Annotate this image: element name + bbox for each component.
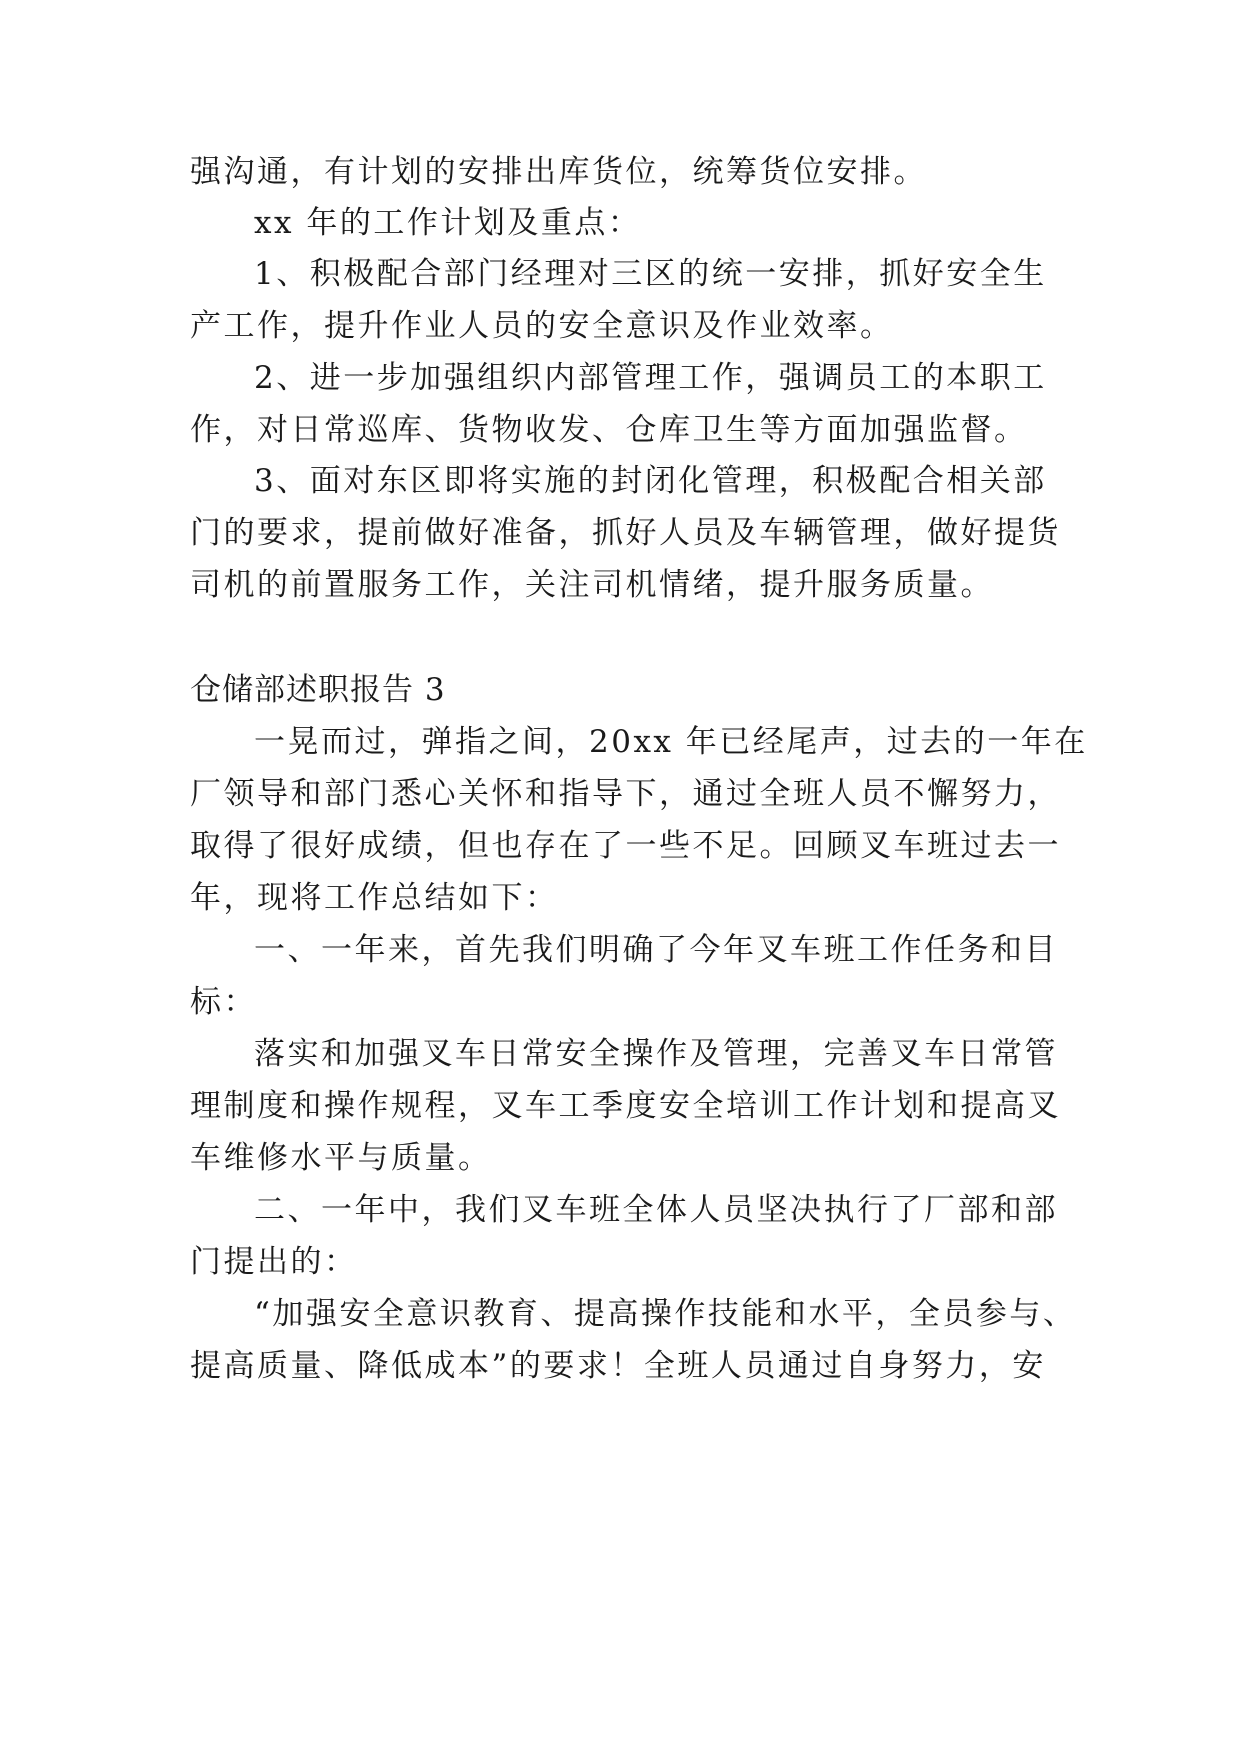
text-line: 门的要求，提前做好准备，抓好人员及车辆管理，做好提货 xyxy=(190,515,1061,551)
text-line: 1、积极配合部门经理对三区的统一安排，抓好安全生 xyxy=(254,256,1047,292)
text-line: 司机的前置服务工作，关注司机情绪，提升服务质量。 xyxy=(190,567,994,603)
text-line: 产工作，提升作业人员的安全意识及作业效率。 xyxy=(190,308,894,344)
text-line: 2、进一步加强组织内部管理工作，强调员工的本职工 xyxy=(254,360,1047,396)
text-line: 标： xyxy=(190,984,257,1020)
text-line: 二、一年中，我们叉车班全体人员坚决执行了厂部和部 xyxy=(254,1192,1058,1228)
text-line: 取得了很好成绩，但也存在了一些不足。回顾叉车班过去一 xyxy=(190,828,1061,864)
text-line: 车维修水平与质量。 xyxy=(190,1140,492,1176)
text-line: “加强安全意识教育、提高操作技能和水平，全员参与、 xyxy=(254,1296,1077,1332)
text-line: 落实和加强叉车日常安全操作及管理，完善叉车日常管 xyxy=(254,1036,1058,1072)
text-line: 一、一年来，首先我们明确了今年叉车班工作任务和目 xyxy=(254,932,1058,968)
text-line: 厂领导和部门悉心关怀和指导下，通过全班人员不懈努力， xyxy=(190,776,1061,812)
text-line: 门提出的： xyxy=(190,1244,358,1280)
text-line: 理制度和操作规程，叉车工季度安全培训工作计划和提高叉 xyxy=(190,1088,1061,1124)
text-line: 强沟通，有计划的安排出库货位，统筹货位安排。 xyxy=(190,154,927,190)
text-line: xx 年的工作计划及重点： xyxy=(254,205,642,241)
section-title: 仓储部述职报告 3 xyxy=(190,672,446,708)
text-line: 一晃而过，弹指之间，20xx 年已经尾声，过去的一年在 xyxy=(254,724,1088,760)
text-line: 3、面对东区即将实施的封闭化管理，积极配合相关部 xyxy=(254,463,1047,499)
text-line: 提高质量、降低成本”的要求！全班人员通过自身努力，安 xyxy=(190,1348,1046,1384)
text-line: 作，对日常巡库、货物收发、仓库卫生等方面加强监督。 xyxy=(190,412,1028,448)
text-line: 年，现将工作总结如下： xyxy=(190,880,559,916)
